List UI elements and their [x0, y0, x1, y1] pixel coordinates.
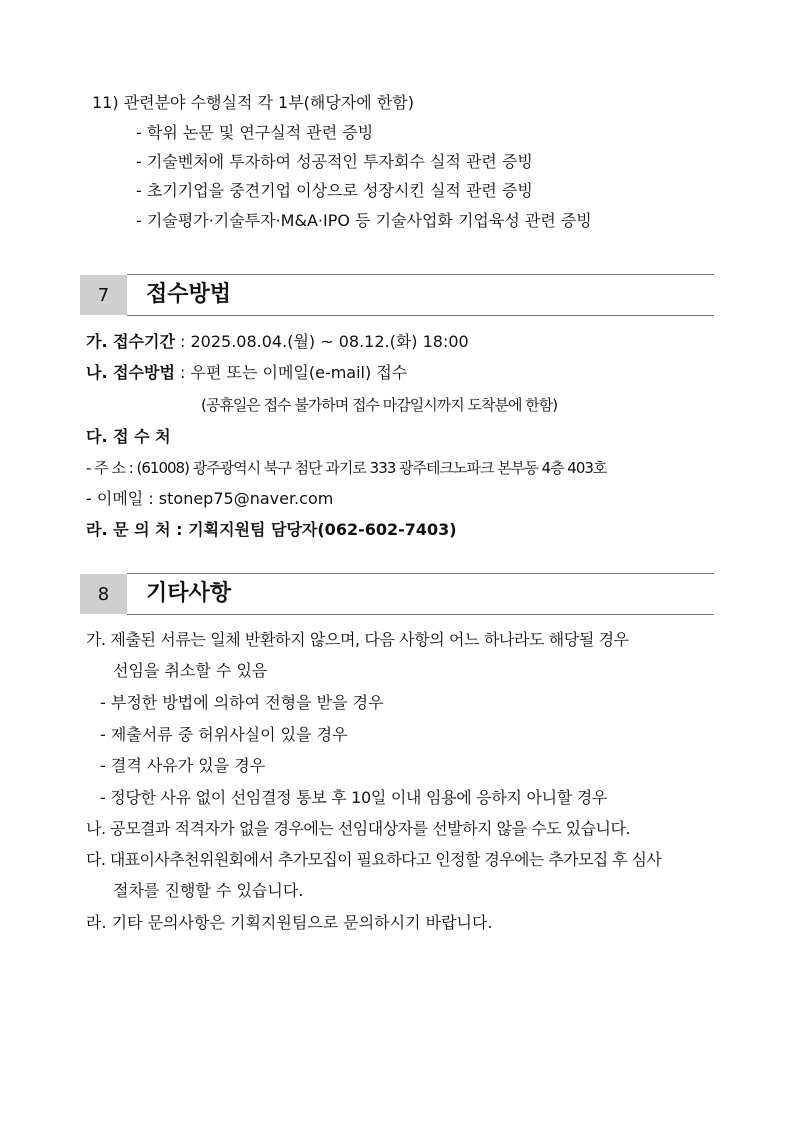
section8-rule-bottom: [127, 614, 714, 615]
etc-bullet-2: - 제출서류 중 허위사실이 있을 경우: [100, 725, 348, 744]
etc-ga-line1: 가. 제출된 서류는 일체 반환하지 않으며, 다음 사항의 어느 하나라도 해당될 경우: [86, 630, 629, 649]
section7-rule-bottom: [127, 315, 714, 316]
etc-da-line1: 다. 대표이사추천위원회에서 추가모집이 필요하다고 인정할 경우에는 추가모집 후 심사: [86, 850, 662, 869]
item11-bullet-1: - 학위 논문 및 연구실적 관련 증빙: [136, 123, 374, 142]
item11-bullet-3: - 초기기업을 중견기업 이상으로 성장시킨 실적 관련 증빙: [136, 181, 533, 200]
etc-ra: 라. 기타 문의사항은 기획지원팀으로 문의하시기 바랍니다.: [86, 913, 493, 932]
section8-rule-top: [127, 573, 714, 574]
receipt-period: [86, 331, 469, 353]
receipt-method-note: (공휴일은 접수 불가하며 접수 마감일시까지 도착분에 한함): [201, 396, 558, 414]
item11-bullet-4: - 기술평가·기술투자·M&A·IPO 등 기술사업화 기업육성 관련 증빙: [136, 211, 592, 230]
receipt-address: - 주 소 : (61008) 광주광역시 북구 첨단 과기로 333 광주테크노파크 본부동 4층 403호: [86, 459, 607, 477]
etc-bullet-4: - 정당한 사유 없이 선임결정 통보 후 10일 이내 임용에 응하지 아니할 경우: [100, 788, 608, 807]
section8-title: 기타사항: [146, 581, 232, 606]
section7-rule-top: [127, 274, 714, 275]
receipt-email: - 이메일 : stonep75@naver.com: [86, 489, 334, 508]
etc-da-line2: 절차를 진행할 수 있습니다.: [113, 881, 304, 900]
item11-title: 11) 관련분야 수행실적 각 1부(해당자에 한함): [92, 93, 414, 112]
section7-title: 접수방법: [146, 282, 232, 307]
inquiry-contact: 라. 문 의 처 : 기획지원팀 담당자(062-602-7403): [86, 520, 457, 539]
receipt-place-label: 다. 접 수 처: [86, 427, 171, 446]
etc-na: 나. 공모결과 적격자가 없을 경우에는 선임대상자를 선발하지 않을 수도 있습니다.: [86, 819, 630, 838]
receipt-method-label: 나. 접수방법: [86, 363, 175, 382]
receipt-period-value: : 2025.08.04.(월) ~ 08.12.(화) 18:00: [174, 332, 469, 351]
receipt-method: [86, 362, 407, 384]
section8-number: 8: [80, 574, 127, 614]
item11-bullet-2: - 기술벤처에 투자하여 성공적인 투자회수 실적 관련 증빙: [136, 152, 533, 171]
etc-bullet-3: - 결격 사유가 있을 경우: [100, 756, 266, 775]
etc-bullet-1: - 부정한 방법에 의하여 전형을 받을 경우: [100, 693, 384, 712]
receipt-method-value: : 우편 또는 이메일(e-mail) 접수: [174, 363, 408, 382]
etc-ga-line2: 선임을 취소할 수 있음: [113, 661, 268, 680]
receipt-period-label: 가. 접수기간: [86, 332, 175, 351]
section7-number: 7: [80, 275, 127, 315]
